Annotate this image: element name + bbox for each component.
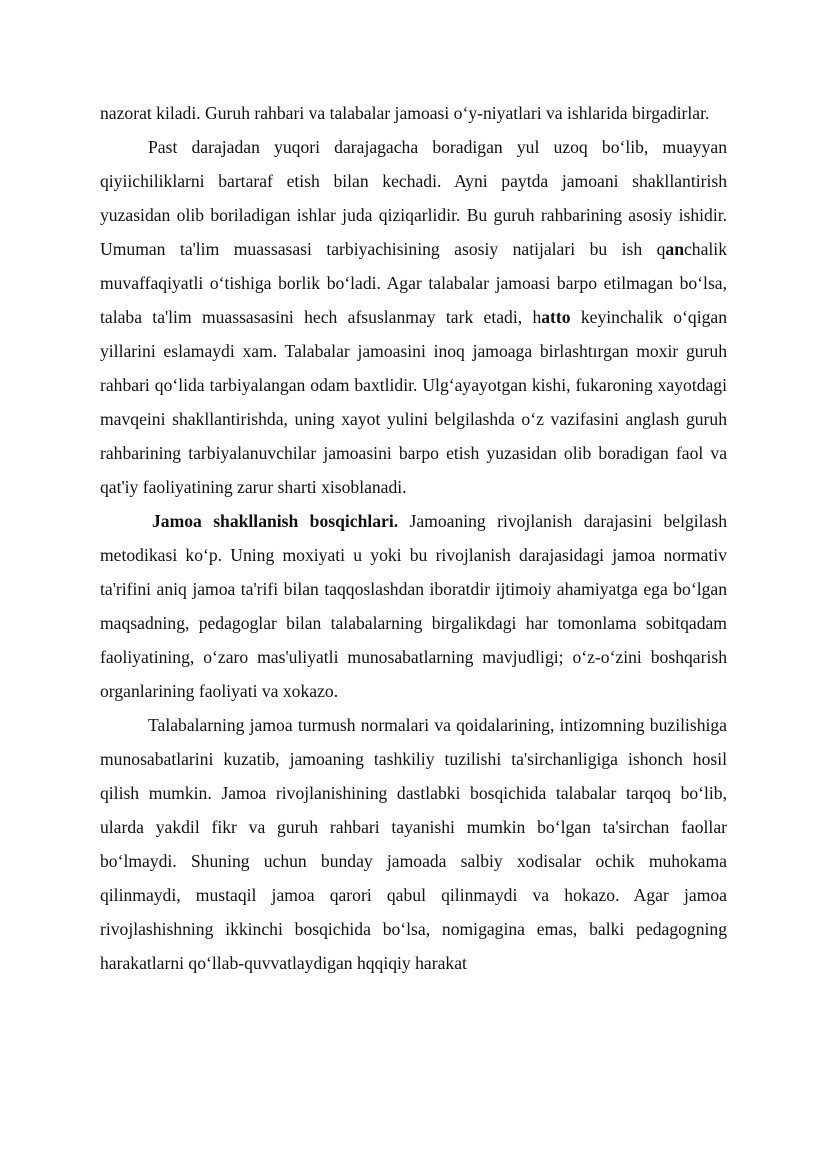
paragraph-3: [100, 504, 727, 708]
paragraph-1: nazorat kiladi. Guruh rahbari va talabalar jamoasi o‘y-niyatlari va ishlarida birgadirlar.: [100, 103, 710, 123]
paragraph-2-text-a: Past darajadan yuqori darajagacha boradigan yul uzoq bo‘lib, muayyan qiyiichiliklarni bartaraf etish bilan kechadi. Ayni paytda jamoani shakllantirish yuzasidan olib boriladigan ishlar juda qiziqarlidir. Bu guruh rahbarining asosiy ishidir. Umuman ta'lim muassasasi tarbiyachisining asosiy natijalari bu ish q: [100, 137, 727, 259]
paragraph-4: Talabalarning jamoa turmush normalari va qoidalarining, intizomning buzilishiga munosabatlarini kuzatib, jamoaning tashkiliy tuzilishi ta'sirchanligiga ishonch hosil qilish mumkin. Jamoa rivojlanishining dastlabki bosqichida talabalar tarqoq bo‘lib, ularda yakdil fikr va guruh rahbari tayanishi mumkin bo‘lgan ta'sirchan faollar bo‘lmaydi. Shuning uchun bunday jamoada salbiy xodisalar ochik muhokama qilinmaydi, mustaqil jamoa qarori qabul qilinmaydi va hokazo. Agar jamoa rivojlashishning ikkinchi bosqichida bo‘lsa, nomigagina emas, balki pedagogning harakatlarni qo‘llab-quvvatlaydigan hqqiqiy harakat: [100, 715, 727, 973]
paragraph-2-text-b: chalik muvaffaqiyatli o‘tishiga borlik bo‘ladi. Agar talabalar jamoasi barpo etilmagan bo‘lsa, talaba ta'lim muassasasini hech afsuslanmay tark etadi, h: [100, 239, 727, 327]
paragraph-3-text: Jamoaning rivojlanish darajasini belgilash metodikasi ko‘p. Uning moxiyati u yoki bu rivojlanish darajasidagi jamoa normativ ta'rifini aniq jamoa ta'rifi bilan taqqoslashdan iboratdir ijtimoiy ahamiyatga ega bo‘lgan maqsadning, pedagoglar bilan talabalarning birgalikdagi har tomonlama sobitqadam faoliyatining, o‘zaro mas'uliyatli munosabatlarning mavjudligi; o‘z-o‘zini boshqarish organlarining faoliyati va xokazo.: [100, 511, 727, 701]
paragraph-2: [100, 130, 727, 504]
paragraph-2-text-c: keyinchalik o‘qigan yillarini eslamaydi xam. Talabalar jamoasini inoq jamoaga birlashtırgan moxir guruh rahbari qo‘lida tarbiyalangan odam baxtlidir. Ulg‘ayayotgan kishi, fukaroning xayotdagi mavqeini shakllantirishda, uning xayot yulini belgilashda o‘z vazifasini anglash guruh rahbarining tarbiyalanuvchilar jamoasini barpo etish yuzasidan olib boradigan faol va qat'iy faoliyatining zarur sharti xisoblanadi.: [100, 307, 727, 497]
section-heading: Jamoa shakllanish bosqichlari.: [152, 511, 399, 531]
paragraph-2-bold-a: an: [665, 239, 684, 259]
paragraph-2-bold-b: atto: [541, 307, 571, 327]
document-page: [100, 96, 727, 980]
